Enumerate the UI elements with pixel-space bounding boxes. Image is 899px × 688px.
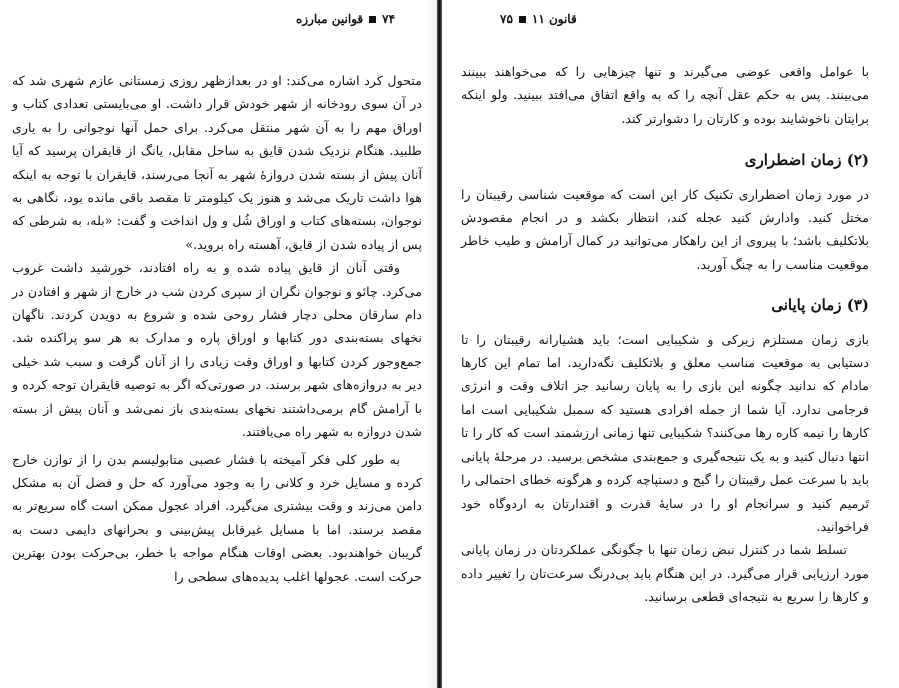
section-heading: (۲) زمان اضطراری — [744, 151, 869, 170]
paragraph: در مورد زمان اضطراری تکنیک کار این است که موقعیت شناسی رقیبتان را مختل کنید. وادارش کنید عجله کند، انتظار بکشد و در انجام مقصودش بلاتکلیف باشد؛ با پیروی از این راهکار می‌توانید در کمال آرامش و طیب خاطر موقعیت مناسب را به چنگ آورید. — [461, 186, 869, 272]
paragraph: با عوامل واقعی عوضی می‌گیرند و تنها چیزهایی را که می‌خواهند ببینند می‌بینند. پس به حکم عقل آنچه را که به واقع اتفاق می‌افتد ببینید. ولو اینکه برایتان ناخوشایند بوده و کارتان را دشوارتر کند. — [461, 64, 869, 126]
paragraph: وقتی آنان از قایق پیاده شده و به راه افتادند، خورشید داشت غروب می‌کرد. چائو و نوجوان نگران از سپری کردن شب در خارج از شهر و افتادن در دام سارقان محلی دچار فشار روحی شده و شروع به دویدن کردند. ناگهان نخهای بسته‌بندی دور کتابها و اوراق پاره و مدارک به هر سو پراکنده شد. جمع‌وجور کردن کتابها و اوراق وقت زیادی را از آنان گرفت و سبب شد خیلی دیر به دروازه‌های شهر برسند. در صورتی‌که اگر به توصیه قایقران توجه کرده و با آرامش گام برمی‌داشتند نخهای بسته‌بندی باز نمی‌شد و آنان پیش از بسته شدن دروازه به شهر راه می‌یافتند. — [12, 260, 422, 440]
paragraph: بازی زمان مستلزم زیرکی و شکیبایی است؛ باید هشیارانه رقیبتان را تا دستیابی به موقعیت مناسب معلق و بلاتکلیف نگه‌دارید. اما تمام این کارها مادام که ندانید چگونه این بازی را به پایان رسانید جز اتلاف وقت و انرژی فرجامی ندارد. آیا شما از جمله افرادی هستید که سمبل شکیبایی است اما کارها را نیمه کاره رها می‌کنند؟ شکیبایی تنها زمانی ارزشمند است که کار را تا انتها دنبال کنید و به یک نتیجه‌گیری و جمع‌بندی مشخص برسید. در مرحلهٔ پایانی باید با سرعت عمل رقیبتان را گیج و دستپاچه کرده و هرگونه خطای احتمالی را تَرمیم کنید و سرانجام او را در سایهٔ قدرت و اقتدارتان به اردوگاه خود فراخوانید. — [461, 331, 869, 534]
right-running-title: قانون ۱۱ — [531, 12, 577, 26]
paragraph: تسلط شما در کنترل نبض زمان تنها با چگونگی عملکردتان در زمان پایانی مورد ارزیابی قرار می‌گیرد. در این هنگام باید بی‌درنگ سرعت‌تان را تغییر داده و کارها را سریع به نتیجه‌ای قطعی برسانید. — [461, 542, 869, 605]
section-heading: (۳) زمان پایانی — [771, 296, 869, 315]
square-icon — [519, 16, 526, 23]
right-page-header — [500, 12, 577, 26]
right-page — [443, 0, 899, 688]
left-page-number: ۷۴ — [382, 12, 396, 26]
right-page-number: ۷۵ — [500, 12, 513, 26]
paragraph: متحول کرد اشاره می‌کند: او در بعدازظهر روزی زمستانی عازم شهری شد که در آن سوی رودخانه از شهر خودش قرار داشت. او می‌بایستی تعدادی کتاب و اوراق مهم را به آن شهر منتقل می‌کرد. برای حمل آنها نوجوانی را به یاری طلبید. هنگام نزدیک شدن قایق به ساحل مقابل، یانگ از قایقران پرسید که آیا آنان پیش از بسته شدن دروازهٔ شهر به آنجا می‌رسند، قایقران با توجه به اینکه هوا داشت تاریک می‌شد و هنوز یک کیلومتر تا مقصد باقی مانده بود، نگاهی به نوجوان، بسته‌های کتاب و اوراق شُل و ول انداخت و گفت: «بله، به شرطی که پس از پیاده شدن از قایق، آهسته راه بروید.» — [12, 73, 422, 252]
left-page-body — [12, 69, 422, 588]
book-spine — [437, 0, 442, 688]
left-page — [0, 0, 435, 688]
left-running-title: قوانین مبارزه — [296, 12, 364, 26]
square-icon — [369, 16, 376, 23]
right-page-body — [461, 60, 869, 609]
left-page-header — [296, 12, 395, 26]
book-spine-shadow — [425, 0, 437, 688]
paragraph: به طور کلی فکر آمیخته با فشار عصبی متابولیسم بدن را از توازن خارج کرده و مسایل خرد و کلانی را به وجود می‌آورد که حل و فصل آن به مشکل دامن می‌زند و وقت بیشتری می‌گیرد. افراد عجول ممکن است گاه سریع‌تر به مقصد برسند. اما با مسایل غیرقابل پیش‌بینی و بحرانهای دایمی دست به گریبان خواهندبود. بعضی اوقات هنگام مواجه با خطر، بی‌حرکت بودن بهترین حرکت است. عجولها اغلب پدیده‌های سطحی را — [12, 451, 422, 584]
